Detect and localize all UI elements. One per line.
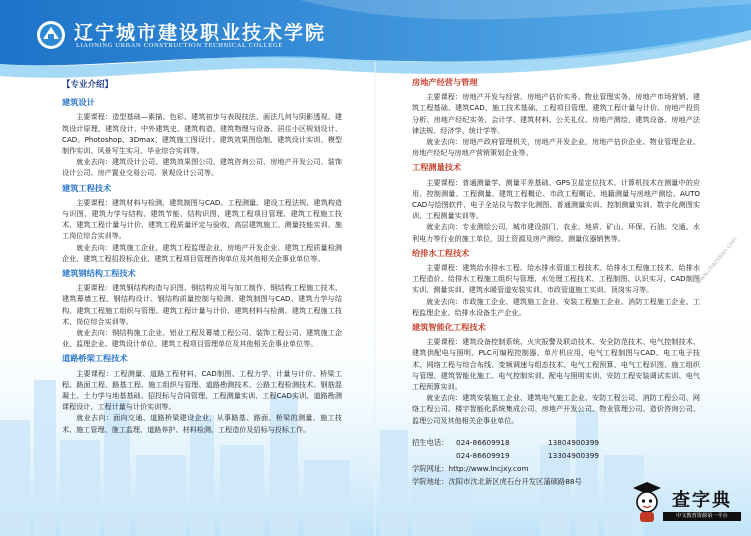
section-title: 道路桥梁工程技术	[62, 353, 128, 364]
section-courses: 主要课程：建筑给水排水工程、给水排水管道工程技术、给排水工程施工技术、给排水工程造价、给排水工程施工组织与管理、水处理工程技术、工程制图、认识实习、CAD制图实训、测量实训、建筑水暖管道安装实训、市政管道施工实训、顶岗实习等。	[412, 263, 700, 295]
watermark-logo	[631, 464, 741, 530]
phone-number[interactable]: 024-86609919	[456, 450, 510, 460]
address-label: 学院地址：	[412, 476, 449, 486]
section-courses: 主要课程：工程测量、道路工程材料、CAD制图、工程力学、计量与计价、桥梁工程、路面工程、路基工程、施工组织与管理、道路勘测技术、公路工程检测技术、钢筋混凝土、土力学与地基基础、招投标与合同管理、工程测量实训、工程CAD实训、道路勘测课程设计、工程计量与计价实训等。	[62, 368, 342, 412]
phone-row	[412, 436, 700, 449]
left-column	[62, 80, 342, 435]
section-courses: 主要课程：建筑钢结构构造与识图、钢结构应用与加工制作、钢结构工程施工技术、建筑幕墙工程、钢结构设计、钢结构质量控制与检测、建筑制图与CAD、建筑力学与结构、建筑工程施工组织与管理、建筑工程计量与计价、建筑材料与检测、建筑工程施工技术、岗位综合实训等。	[62, 283, 342, 326]
address-value: 沈阳市沈北新区虎石台开发区蒲硕路88号	[448, 476, 582, 486]
watermark-title: 查字典	[672, 490, 732, 511]
section-courses: 主要课程：房地产开发与经营、房地产估价实务、物业管理实务、房地产市场营销、建筑工程基础、建筑CAD、施工技术基础、工程项目管理、建筑工程计量与计价、房地产投资分析、房地产经纪实务、会计学、建筑材料、公关礼仪、房地产测绘、建筑设备、房地产法律法规、经济学、统计学等。	[412, 92, 700, 135]
phone-label: 招生电话：	[412, 437, 449, 447]
section-title: 给排水工程技术	[412, 247, 470, 258]
section-courses: 主要课程：建筑设备控制系统、火灾报警及联动技术、安全防范技术、电气控制技术、建筑供配电与照明、PLC可编程控制器、单片机应用、电气工程制图与CAD、电工电子技术、网络工程与综合布线、变频调速与组态技术、电气工程预算、电气工程识图、施工组织与管理、建筑智能化施工、电气控制实训、配电与照明实训、安防工程安装调试实训、电气工程预算实训。	[412, 337, 700, 392]
website-value[interactable]: http://www.lncjxy.com	[448, 463, 529, 473]
header	[0, 0, 751, 62]
section-careers: 就业去向：钢结构施工企业、铝业工程及幕墙工程公司、装饰工程公司、建筑施工企业、监理企业、建筑设计单位、建筑工程项目管理单位及其他相关企事业单位等。	[62, 328, 342, 349]
section-courses: 主要课程：普通测量学、测量平差基础、GPS卫星定位技术、计算机技术在测量中的应用、控制测量、工程测量、建筑工程概论、市政工程概论、地籍测量与房地产测绘、AUTO CAD与绘图软件、电子全站仪与数字化测图、普通测量实训、控制测量实训、数字化测图实训、工程测量实训等。	[412, 177, 700, 221]
school-emblem-icon	[36, 20, 66, 50]
school-name: 辽宁城市建设职业技术学院	[74, 22, 327, 44]
section-title: 建筑钢结构工程技术	[62, 268, 136, 279]
section-title: 建筑智能化工程技术	[412, 322, 486, 333]
watermark-subtitle: 中文教育资源第一平台	[663, 512, 741, 521]
phone-number[interactable]: 13304900399	[548, 450, 600, 460]
section-title: 建筑设计	[62, 97, 95, 108]
section-careers: 就业去向：建筑设计公司、建筑效果图公司、建筑咨询公司、房地产开发公司、装饰设计公司、房产置业交易公司、景观设计公司等。	[62, 157, 342, 178]
phone-number[interactable]: 13804900399	[548, 437, 600, 447]
school-name-english: LIAONING URBAN CONSTRUCTION TECHNICAL COLLEGE	[76, 42, 283, 49]
section-careers: 就业去向：建筑安装施工企业、建筑电气施工企业、安防工程公司、消防工程公司、网络工程公司、楼宇智能化系统集成公司、房地产开发公司、物业管理公司、造价咨询公司、监理公司及其他相关企事业单位。	[412, 393, 700, 425]
section-courses: 主要课程：造型基础—素描、色彩、建筑初步与表现技法、画法几何与阴影透视、建筑设计原理、建筑设计、中外建筑史、建筑构造、建筑物理与设备、居住小区规划设计、CAD、Photoshop、3Dmax、建筑施工图设计、建筑效果图绘制、建筑设计实训、模型制作实训、风景写生实习、毕业综合实训等。	[62, 112, 342, 156]
section-careers: 就业去向：市政施工企业、建筑施工企业、安装工程施工企业、消防工程施工企业、工程监理企业、给排水设备生产企业。	[412, 296, 700, 317]
watermark-site: www.chazidian.com	[694, 236, 739, 286]
section-title: 工程测量技术	[412, 162, 462, 173]
section-careers: 就业去向：建筑施工企业、建筑工程监理企业、房地产开发企业、建筑工程质量检测企业、建筑工程招投标企业、建筑工程项目管理咨询单位及其他相关企事业单位等。	[62, 242, 342, 263]
graduate-mascot-icon	[631, 478, 663, 524]
phone-row	[412, 449, 700, 462]
intro-label: 【专业介绍】	[62, 80, 114, 90]
section-careers: 就业去向：面向交通、道路桥梁建设企业，从事路基、路面、桥梁的测量、施工技术、施工管理、施工监理、道路养护、材料检测、工程造价及招标与投标工作。	[62, 413, 342, 434]
section-careers: 就业去向：房地产政府管理机关，房地产开发企业，房地产估价企业、物业管理企业、房地产经纪与房地产营销策划企业等。	[412, 137, 700, 158]
section-courses: 主要课程：建筑材料与检测、建筑制图与CAD、工程测量、建设工程法规、建筑构造与识图、建筑力学与结构、建筑节能、结构识图、建筑工程项目管理、建筑工程施工技术、建筑工程计量与计价、建筑工程质量评定与验收、高层建筑施工、测量技能实训、施工岗位综合实训等。	[62, 197, 342, 241]
right-column	[412, 73, 700, 488]
section-title: 建筑工程技术	[62, 182, 112, 193]
website-label: 学院网址：	[412, 463, 449, 473]
phone-number[interactable]: 024-86609918	[456, 437, 510, 447]
section-careers: 就业去向：专业测绘公司，城市建设部门，农业、地质、矿山、环保、石油、交通、水利电力等行业的施工单位，国土资源及房产测绘、测量仪器销售等。	[412, 222, 700, 243]
section-title: 房地产经营与管理	[412, 77, 478, 87]
